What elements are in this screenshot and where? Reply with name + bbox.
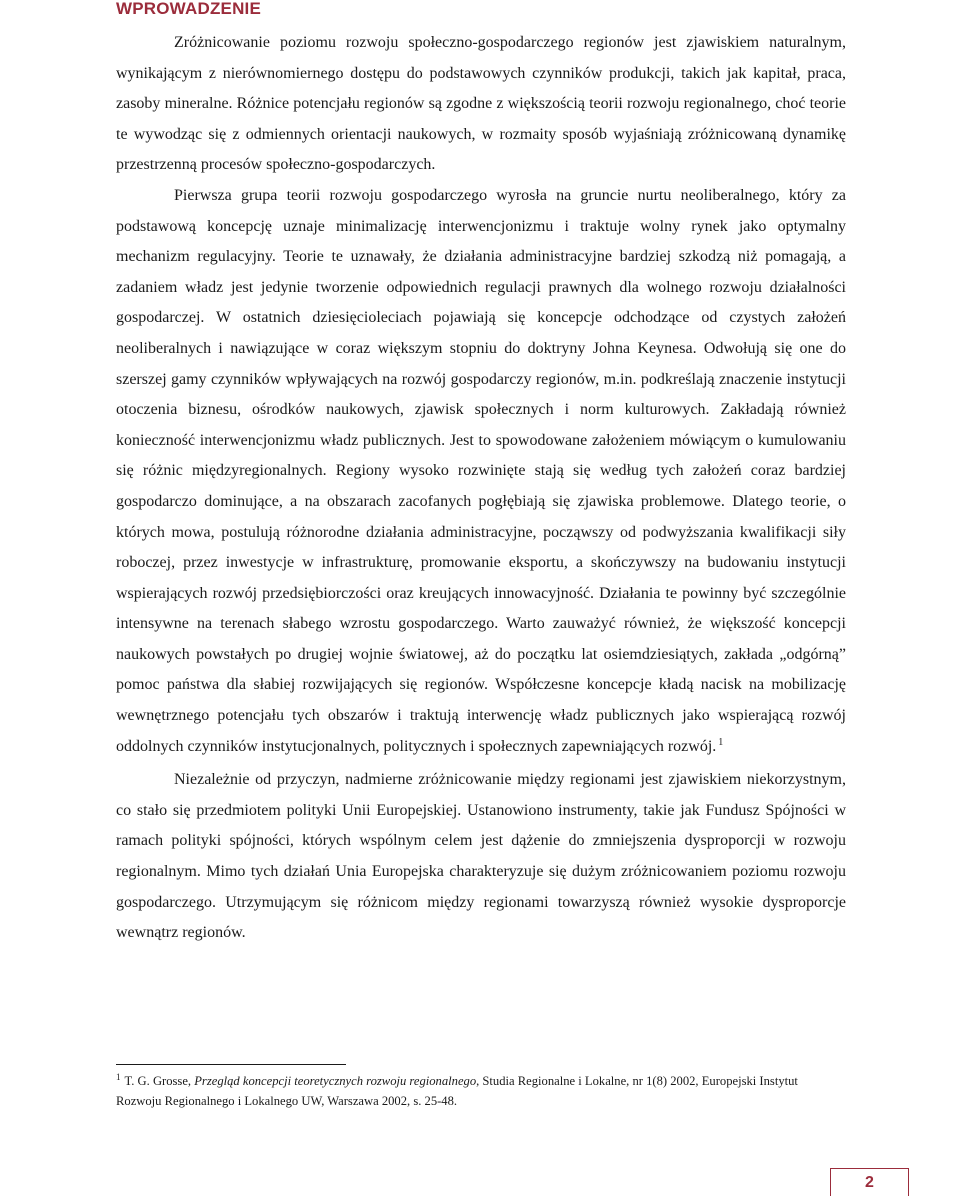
footnote-author: T. G. Grosse,: [124, 1074, 192, 1088]
footnote-details: , Studia Regionalne i Lokalne, nr 1(8) 2002, Europejski Instytut Rozwoju Regionalnego i Lokalnego UW, Warszawa 2002, s. 25-48.: [116, 1074, 798, 1108]
footnote-reference[interactable]: 1: [718, 736, 724, 748]
footnote-number: 1: [116, 1072, 121, 1082]
paragraph-3: Niezależnie od przyczyn, nadmierne zróżnicowanie między regionami jest zjawiskiem niekorzystnym, co stało się przedmiotem polityki Unii Europejskiej. Ustanowiono instrumenty, takie jak Fundusz Spójności w ramach polityki spójności, których wspólnym celem jest dążenie do zmniejszenia dysproporcji w rozwoju regionalnym. Mimo tych działań Unia Europejska charakteryzuje się dużym zróżnicowaniem poziomu rozwoju gospodarczego. Utrzymującym się różnicom między regionami towarzyszą również wysokie dysproporcje wewnątrz regionów.: [116, 771, 846, 942]
page-number: 2: [865, 1174, 874, 1191]
paragraph-1: Zróżnicowanie poziomu rozwoju społeczno-gospodarczego regionów jest zjawiskiem naturalnym, wynikającym z nierównomiernego dostępu do podstawowych czynników produkcji, takich jak kapitał, praca, zasoby mineralne. Różnice potencjału regionów są zgodne z większością teorii rozwoju regionalnego, choć teorie te wywodząc się z odmiennych orientacji naukowych, w rozmaity sposób wyjaśniają zróżnicowaną dynamikę przestrzenną procesów społeczno-gospodarczych.: [116, 34, 846, 174]
paragraph-2: [116, 181, 846, 762]
page-number-box: [830, 1168, 909, 1196]
footnote: [116, 1071, 846, 1111]
footnote-separator: [116, 1064, 346, 1065]
section-heading: WPROWADZENIE: [116, 0, 262, 18]
paragraph-2-text: Pierwsza grupa teorii rozwoju gospodarczego wyrosła na gruncie nurtu neoliberalnego, który za podstawową koncepcję uznaje minimalizację interwencjonizmu i traktuje wolny rynek jako optymalny mechanizm regulacyjny. Teorie te uznawały, że działania administracyjne bardziej szkodzą niż pomagają, a zadaniem władz jest jedynie tworzenie odpowiednich regulacji prawnych dla wolnego rozwoju działalności gospodarczej. W ostatnich dziesięcioleciach pojawiają się koncepcje odchodzące od czystych założeń neoliberalnych i nawiązujące w coraz większym stopniu do doktryny Johna Keynesa. Odwołują się one do szerszej gamy czynników wpływających na rozwój gospodarczy regionów, m.in. podkreślają znaczenie instytucji otoczenia biznesu, ośrodków naukowych, zjawisk społecznych i norm kulturowych. Zakładają również konieczność interwencjonizmu władz publicznych. Jest to spowodowane założeniem mówiącym o kumulowaniu się różnic międzyregionalnych. Regiony wysoko rozwinięte stają się według tych założeń coraz bardziej gospodarczo dominujące, a na obszarach zacofanych pogłębiają się zjawiska problemowe. Dlatego teorie, o których mowa, postulują różnorodne działania administracyjne, począwszy od podwyższania kwalifikacji siły roboczej, przez inwestycje w infrastrukturę, promowanie eksportu, a skończywszy na budowaniu instytucji wspierających rozwój przedsiębiorczości oraz kreujących innowacyjność. Działania te powinny być szczególnie intensywne na terenach słabego wzrostu gospodarczego. Warto zauważyć również, że większość koncepcji naukowych powstałych po drugiej wojnie światowej, aż do początku lat osiemdziesiątych, zakłada „odgórną” pomoc państwa dla słabiej rozwijających się regionów. Współczesne koncepcje kładą nacisk na mobilizację wewnętrznego potencjału tych obszarów i traktują interwencję władz publicznych jako wspierającą rozwój oddolnych czynników instytucjonalnych, politycznych i społecznych zapewniających rozwój.: [116, 186, 846, 755]
body-text: [116, 28, 846, 949]
footnote-title: Przegląd koncepcji teoretycznych rozwoju regionalnego: [194, 1074, 477, 1088]
